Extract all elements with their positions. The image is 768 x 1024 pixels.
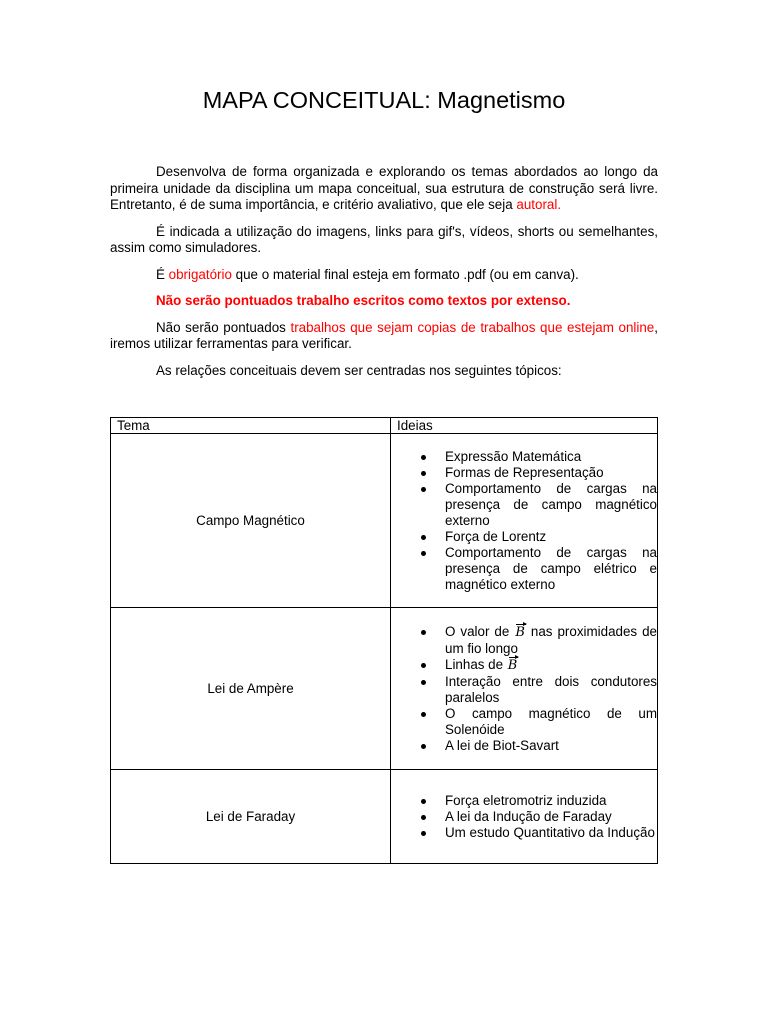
list-item: Expressão Matemática (439, 449, 657, 465)
table-header-row (111, 418, 658, 434)
list-item (439, 624, 657, 657)
list-item: Interação entre dois condutores paralelos (439, 674, 657, 706)
header-ideias: Ideias (391, 418, 658, 434)
table-row (111, 770, 658, 864)
header-tema: Tema (111, 418, 391, 434)
paragraph-text: que o material final esteja em formato .pdf (ou em canva). (231, 266, 579, 282)
paragraph-plagiarism (110, 320, 658, 353)
paragraph-text: Não serão pontuados (156, 319, 291, 335)
highlight-autoral: autoral (516, 197, 558, 212)
paragraph-warning: Não serão pontuados trabalho escritos como textos por extenso. (156, 293, 571, 308)
paragraph-end: . (557, 197, 562, 212)
list-item: Força de Lorentz (439, 529, 657, 545)
list-item: A lei da Indução de Faraday (439, 809, 657, 825)
paragraph-text: , iremos utilizar ferramentas para verificar. (110, 319, 658, 351)
tema-cell: Lei de Ampère (111, 608, 391, 770)
list-item: O campo magnético de um Solenóide (439, 706, 657, 738)
ideias-list (391, 793, 657, 841)
list-item (439, 657, 657, 674)
list-item: Comportamento de cargas na presença de campo elétrico e magnético externo (439, 545, 657, 593)
tema-cell: Campo Magnético (111, 434, 391, 608)
page-title: MAPA CONCEITUAL: Magnetismo (202, 87, 566, 113)
ideias-cell (391, 608, 658, 770)
tema-cell: Lei de Faraday (111, 770, 391, 864)
list-item: Um estudo Quantitativo da Indução (439, 825, 657, 841)
paragraph-media: É indicada a utilização do imagens, links para gif's, vídeos, shorts ou semelhantes, assim como simuladores. (110, 223, 658, 255)
highlight-copias: trabalhos que sejam copias de trabalhos que estejam online (290, 319, 655, 335)
list-item-text: Linhas de (445, 656, 507, 672)
list-item: Força eletromotriz induzida (439, 793, 657, 809)
ideias-list (391, 449, 657, 593)
highlight-obrigatorio: obrigatório (168, 266, 232, 282)
list-item-text: O valor de (445, 623, 515, 639)
paragraph-format (110, 267, 658, 284)
list-item: Formas de Representação (439, 465, 657, 481)
instructions-body (110, 164, 658, 389)
paragraph-topics-intro: As relações conceituais devem ser centradas nos seguintes tópicos: (156, 362, 562, 378)
topics-table (110, 417, 658, 864)
paragraph-text: Desenvolva de forma organizada e explorando os temas abordados ao longo da primeira unidade da disciplina um mapa conceitual, sua estrutura de construção será livre. Entretanto, é de suma importância, e critério avaliativo, que ele seja (110, 164, 658, 212)
table-row (111, 608, 658, 770)
paragraph-instructions (110, 164, 658, 214)
vector-b-symbol: B (507, 657, 518, 673)
table-row (111, 434, 658, 608)
list-item-text: nas proximidades de um fio longo (445, 623, 657, 656)
vector-b-symbol: B (515, 624, 525, 640)
list-item: A lei de Biot-Savart (439, 738, 657, 754)
paragraph-text: É (156, 266, 169, 282)
ideias-list (391, 624, 657, 754)
ideias-cell (391, 434, 658, 608)
ideias-cell (391, 770, 658, 864)
list-item: Comportamento de cargas na presença de campo magnético externo (439, 481, 657, 529)
